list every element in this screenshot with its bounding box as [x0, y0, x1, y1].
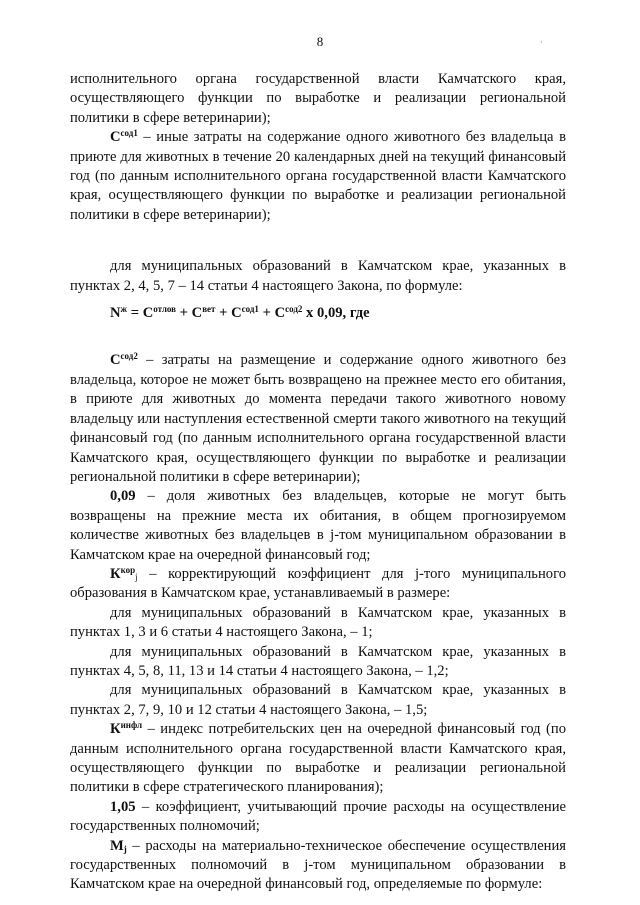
formula-c-sod2-sup: сод2	[285, 304, 303, 315]
document-body	[70, 70, 566, 895]
paragraph-kkor	[70, 565, 566, 604]
value-bold: 0,09	[110, 488, 136, 505]
paragraph-text: – коэффициент, учитывающий прочие расходы на осуществление государственных полномочий;	[70, 798, 566, 835]
paragraph-coef-1-5: для муниципальных образований в Камчатском крае, указанных в пунктах 2, 7, 9, 10 и 12 статьи 4 настоящего Закона, – 1,5;	[70, 682, 566, 718]
symbol-k: К	[110, 721, 121, 738]
formula-nzh	[70, 304, 566, 323]
paragraph-other-costs	[70, 798, 566, 837]
paragraph-continuation: исполнительного органа государственной власти Камчатского края, осуществляющего функции по выработке и реализации региональной политики в сфере ветеринарии);	[70, 71, 566, 126]
superscript-infl: инфл	[120, 720, 143, 731]
paragraph-mj	[70, 837, 566, 895]
symbol-m: М	[110, 837, 124, 854]
paragraph-kinfl	[70, 720, 566, 798]
subscript-j: j	[135, 571, 138, 582]
formula-c-otlov: С	[142, 305, 154, 322]
symbol-c: С	[110, 352, 121, 369]
paragraph-formula-intro: для муниципальных образований в Камчатском крае, указанных в пунктах 2, 4, 5, 7 – 14 статьи 4 настоящего Закона, по формуле:	[70, 258, 566, 294]
paragraph-text: – индекс потребительских цен на очередной финансовый год (по данным исполнительного органа государственной власти Камчатского края, осуществляющего функции по выработке и реализации региональной политики в сфере стратегического планирования);	[70, 721, 566, 796]
paragraph-text: – доля животных без владельцев, которые не могут быть возвращены на прежние места их обитания, в общем прогнозируемом количестве животных без владельцев в j-том муниципальном образовании в Камчатском крае на очередной финансовый год;	[70, 488, 566, 563]
scan-dot: ·	[540, 38, 543, 47]
formula-c-vet: С	[191, 305, 203, 322]
formula-n-sup: ж	[120, 304, 128, 315]
formula-c-sod1-sup: сод1	[241, 304, 259, 315]
paragraph-text: – затраты на размещение и содержание одного животного без владельца, которое не может быть возвращено на прежнее место его обитания, в приюте для животных до момента передачи такого животного новому владельцу или наступления естественной смерти такого животного на текущий финансовый год (по данным исполнительного органа государственной власти Камчатского края, осуществляющего функции по выработке и реализации региональной политики в сфере ветеринарии);	[70, 352, 566, 485]
paragraph-csod1	[70, 128, 566, 225]
superscript-sod2: сод2	[120, 351, 138, 362]
paragraph-text: – расходы на материально-техническое обеспечение осуществления государственных полномочий в j-том муниципальном образовании в Камчатском крае на очередной финансовый год, определяемые по формуле:	[70, 837, 566, 893]
page-number: 8	[316, 34, 324, 49]
paragraph-share	[70, 487, 566, 565]
paragraph-coef-1-2: для муниципальных образований в Камчатском крае, указанных в пунктах 4, 5, 8, 11, 13 и 14 статьи 4 настоящего Закона, – 1,2;	[70, 643, 566, 679]
formula-c-sod2: С	[274, 305, 286, 322]
formula-n: N	[110, 305, 121, 322]
superscript-sod1: сод1	[120, 128, 138, 139]
symbol-c: С	[110, 129, 121, 146]
paragraph-text: – иные затраты на содержание одного животного без владельца в приюте для животных в течение 20 календарных дней на текущий финансовый год (по данным исполнительного органа государственной власти Камчатского края, осуществляющего функции по выработке и реализации региональной политики в сфере ветеринарии);	[70, 129, 566, 223]
symbol-k: К	[110, 565, 121, 582]
paragraph-text: – корректирующий коэффициент для j-того муниципального образования в Камчатском крае, устанавливаемый в размере:	[70, 565, 566, 602]
formula-c-sod1: С	[231, 305, 242, 322]
formula-c-otlov-sup: отлов	[153, 304, 177, 315]
formula-eq: =	[127, 305, 143, 322]
subscript-j: j	[123, 843, 127, 854]
superscript-kor: кор	[120, 564, 136, 575]
formula-plus: +	[176, 305, 192, 322]
value-bold: 1,05	[110, 798, 136, 815]
formula-plus: +	[258, 305, 275, 322]
formula-c-vet-sup: вет	[202, 304, 216, 315]
paragraph-csod2	[70, 351, 566, 487]
formula-tail: х 0,09, где	[302, 305, 370, 322]
formula-plus: +	[215, 305, 232, 322]
paragraph-coef-1: для муниципальных образований в Камчатском крае, указанных в пунктах 1, 3 и 6 статьи 4 настоящего Закона, – 1;	[70, 604, 566, 641]
